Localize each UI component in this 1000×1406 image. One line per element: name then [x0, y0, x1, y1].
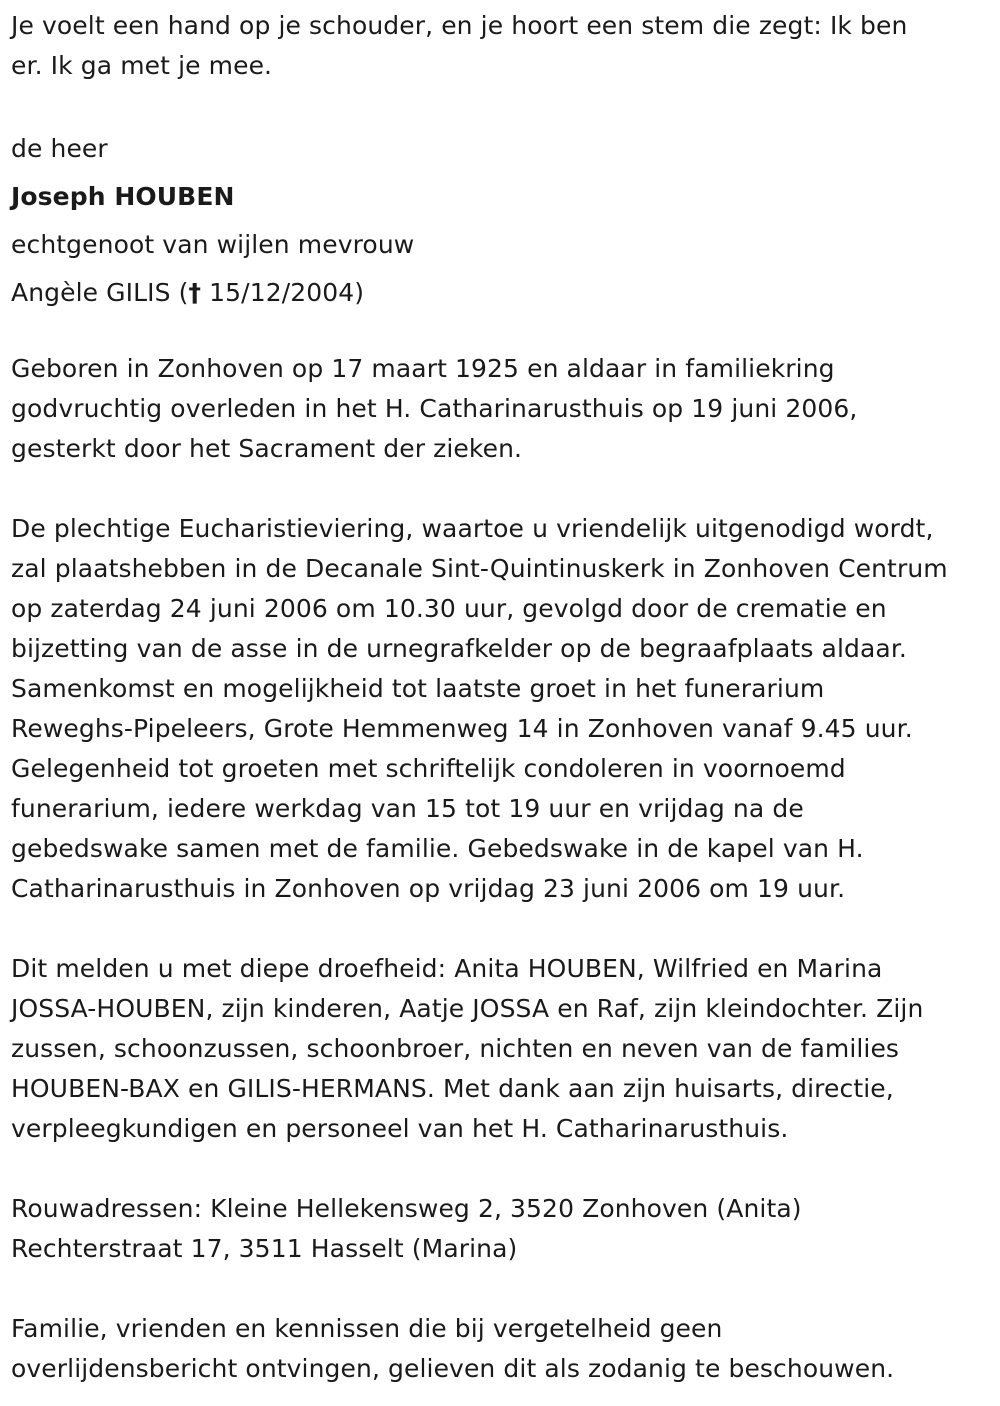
text-line: Rouwadressen: Kleine Hellekensweg 2, 3520 Zonhoven (Anita) [11, 1194, 802, 1223]
text-line: er. Ik ga met je mee. [11, 51, 273, 80]
text-line: Catharinarusthuis in Zonhoven op vrijdag 23 juni 2006 om 19 uur. [11, 874, 846, 903]
birth-death-paragraph [11, 349, 857, 469]
ceremony-paragraph [11, 509, 948, 909]
text-line: gebedswake samen met de familie. Gebedswake in de kapel van H. [11, 834, 864, 863]
text-line: overlijdensbericht ontvingen, gelieven dit als zodanig te beschouwen. [11, 1354, 895, 1383]
text-line: Gelegenheid tot groeten met schriftelijk condoleren in voornoemd [11, 754, 846, 783]
text-line: gesterkt door het Sacrament der zieken. [11, 434, 523, 463]
text-line: HOUBEN-BAX en GILIS-HERMANS. Met dank aan zijn huisarts, directie, [11, 1074, 894, 1103]
text-line: zal plaatshebben in de Decanale Sint-Quintinuskerk in Zonhoven Centrum [11, 554, 948, 583]
motto-paragraph [11, 6, 907, 86]
cross-icon: † [188, 278, 202, 307]
text-line: Dit melden u met diepe droefheid: Anita HOUBEN, Wilfried en Marina [11, 954, 883, 983]
text-line: bijzetting van de asse in de urnegrafkelder op de begraafplaats aldaar. [11, 634, 907, 663]
text-line: godvruchtig overleden in het H. Catharinarusthuis op 19 juni 2006, [11, 394, 858, 423]
relation-text: echtgenoot van wijlen mevrouw [11, 230, 415, 259]
addresses-paragraph [11, 1189, 802, 1269]
text-line: zussen, schoonzussen, schoonbroer, nichten en neven van de families [11, 1034, 900, 1063]
family-paragraph [11, 949, 923, 1149]
text-line: De plechtige Eucharistieviering, waartoe u vriendelijk uitgenodigd wordt, [11, 514, 934, 543]
text-line: JOSSA-HOUBEN, zijn kinderen, Aatje JOSSA en Raf, zijn kleindochter. Zijn [11, 994, 924, 1023]
spouse-death-date: 15/12/2004) [201, 278, 365, 307]
spouse-line [11, 269, 414, 317]
text-line: funerarium, iedere werkdag van 15 tot 19 uur en vrijdag na de [11, 794, 804, 823]
deceased-block [11, 125, 414, 317]
text-line: Samenkomst en mogelijkheid tot laatste groet in het funerarium [11, 674, 825, 703]
text-line: op zaterdag 24 juni 2006 om 10.30 uur, gevolgd door de crematie en [11, 594, 887, 623]
deceased-name: Joseph HOUBEN [11, 182, 235, 211]
spouse-name: Angèle GILIS ( [11, 278, 189, 307]
text-line: Geboren in Zonhoven op 17 maart 1925 en aldaar in familiekring [11, 354, 835, 383]
text-line: Rechterstraat 17, 3511 Hasselt (Marina) [11, 1234, 518, 1263]
honorific: de heer [11, 134, 108, 163]
text-line: Je voelt een hand op je schouder, en je hoort een stem die zegt: Ik ben [11, 11, 908, 40]
text-line: Familie, vrienden en kennissen die bij vergetelheid geen [11, 1314, 723, 1343]
closing-paragraph [11, 1309, 894, 1389]
text-line: verpleegkundigen en personeel van het H. Catharinarusthuis. [11, 1114, 789, 1143]
text-line: Reweghs-Pipeleers, Grote Hemmenweg 14 in Zonhoven vanaf 9.45 uur. [11, 714, 913, 743]
